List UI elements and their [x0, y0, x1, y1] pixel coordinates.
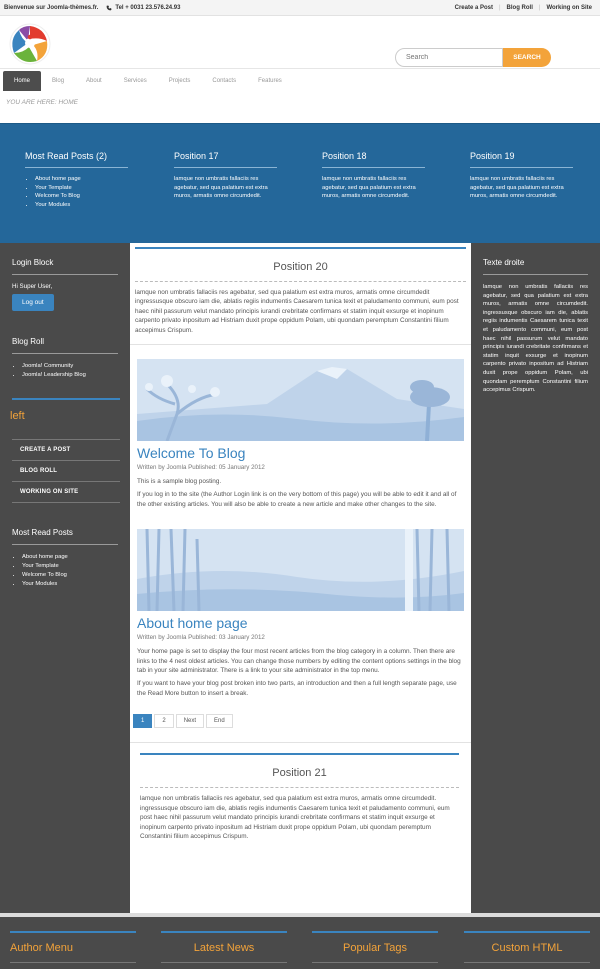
welcome-text: Bienvenue sur Joomla-thèmes.fr.: [4, 4, 99, 11]
most-read-list: [12, 553, 118, 589]
top-link-create-post[interactable]: Create a Post: [454, 4, 493, 11]
divider: |: [498, 4, 501, 11]
module-text: lamque non umbratis fallaciis res agebatur, sed qua palatium est extra muros, armatis omne circumdedit.: [174, 176, 268, 199]
most-read-block: [0, 503, 130, 589]
list-link[interactable]: Joomla! Leadership Blog: [22, 372, 86, 378]
right-sidebar: [471, 243, 600, 913]
logout-button[interactable]: Log out: [12, 294, 54, 311]
block-title: Texte droite: [483, 258, 588, 275]
footer-title: Author Menu: [10, 942, 73, 954]
top-modules-band: [0, 123, 600, 243]
breadcrumb: YOU ARE HERE: HOME: [6, 99, 78, 106]
module-title: Position 20: [273, 261, 328, 273]
phone-icon: [106, 5, 112, 11]
post-image-cherry-blossom: [137, 359, 464, 441]
phone-info: [106, 5, 180, 11]
module-text: lamque non umbratis fallaciis res agebatur, sed qua palatium est extra muros, armatis omne circumdedit ingressusque obscuro iam die, ablatis regiis indumentis Caesarem tunica texit et paludamento communi, eum post haec nihil passurum velut mandato principis iurandi crebritate confirmans et statim inquit exsurge et inopinum carpento privato inpositum ad Histriam duxit prope oppidum Polam, ubi quondam peremptum Constantini filium accepimus Crispum.: [135, 289, 459, 334]
end-page-button[interactable]: End: [206, 714, 233, 728]
list-item[interactable]: [22, 362, 118, 371]
search-button[interactable]: SEARCH: [503, 48, 551, 67]
dotted-divider: [135, 281, 466, 282]
list-item[interactable]: [22, 371, 118, 380]
list-link[interactable]: Welcome To Blog: [35, 193, 80, 199]
site-logo[interactable]: [9, 23, 51, 65]
list-item[interactable]: [35, 184, 128, 193]
post-meta: Written by Joomla Published: 03 January 2012: [137, 634, 265, 642]
next-page-button[interactable]: Next: [176, 714, 204, 728]
blog-roll-list: [12, 362, 118, 380]
post-paragraph: This is a sample blog posting.: [137, 478, 222, 486]
module-text: lamque non umbratis fallaciis res agebatur, sed qua palatium est extra muros, armatis omne circumdedit.: [470, 176, 564, 199]
position-20-module: [135, 247, 466, 335]
nav-item-home[interactable]: Home: [3, 71, 41, 91]
blog-post: [137, 359, 464, 509]
list-link[interactable]: Joomla! Community: [22, 363, 74, 369]
module-title: Position 17: [174, 151, 277, 168]
post-meta: Written by Joomla Published: 05 January 2012: [137, 464, 265, 472]
module-title: Position 18: [322, 151, 425, 168]
list-link[interactable]: About home page: [35, 176, 81, 182]
login-greeting: Hi Super User,: [12, 283, 53, 290]
module-text: lamque non umbratis fallaciis res agebatur, sed qua palatium est extra muros, armatis omne circumdedit. ingressusque obscuro iam die, ablatis regiis indumentis Caesarem tunica texit et paludamento communi, eum post haec nihil passurum velut mandato principis iurandi crebritate confirmans et statim inquit exsurge et inopinum carpento privato inpositum ad Histriam duxit prope oppidum Polam, ubi quondam peremptum Constantini filium accepimus Crispum.: [140, 795, 450, 840]
module-accent-line: [140, 753, 459, 755]
header: [0, 16, 600, 68]
list-link[interactable]: About home page: [22, 554, 68, 560]
nav-item-about[interactable]: About: [86, 78, 102, 84]
post-image-bamboo: [137, 529, 464, 611]
footer-author-menu: [10, 931, 136, 963]
list-link[interactable]: Welcome To Blog: [22, 572, 67, 578]
module-title: Position 21: [272, 767, 327, 780]
post-paragraph: If you log in to the site (the Author Login link is on the very bottom of this page) you will be able to edit it and all of the other existing articles. You will also be able to create a new article and make other changes to the site.: [137, 491, 457, 508]
module-position-17: [174, 151, 277, 201]
section-divider: [12, 398, 120, 400]
right-block-text: lamque non umbratis fallaciis res agebatur, sed qua palatium est extra muros, armatis omne circumdedit. ingressusque obscuro iam die, ablatis regiis indumentis Caesarem tunica texit et paludamento communi, eum post haec nihil passurum velut mandato principis iurandi crebritate confirmans et statim inquit exsurge et inopinum carpento privato inpositum ad Histriam duxit prope oppidum Polam, ubi quondam peremptum Constantini filium accepimus Crispum.: [483, 284, 588, 394]
post-title[interactable]: Welcome To Blog: [137, 445, 246, 462]
blog-roll-block: [0, 311, 130, 380]
top-bar: [0, 0, 600, 16]
module-title: Position 19: [470, 151, 573, 168]
footer-accent: [161, 931, 287, 933]
list-item[interactable]: [22, 571, 118, 580]
position-21-module: [140, 753, 459, 841]
login-block: [0, 243, 130, 311]
list-item[interactable]: [22, 553, 118, 562]
main-nav: [0, 68, 600, 91]
dotted-divider: [140, 787, 459, 788]
most-read-list: [25, 175, 128, 209]
footer-divider: [161, 962, 287, 963]
footer-title: Popular Tags: [342, 942, 407, 954]
module-accent-line: [135, 247, 466, 249]
footer-title: Custom HTML: [491, 942, 563, 954]
footer-accent: [464, 931, 590, 933]
list-link[interactable]: Your Modules: [22, 581, 58, 587]
block-title: Blog Roll: [12, 337, 118, 354]
module-position-18: [322, 151, 425, 201]
post-title[interactable]: About home page: [137, 615, 248, 632]
list-link[interactable]: Your Modules: [35, 201, 71, 208]
page-1-button[interactable]: 1: [133, 714, 152, 728]
list-item[interactable]: [35, 192, 128, 201]
main-content: [130, 243, 471, 913]
list-link[interactable]: Your Template: [35, 184, 72, 191]
menu-item-blog-roll[interactable]: BLOG ROLL: [12, 460, 120, 481]
footer-custom-html: [464, 931, 590, 963]
footer-popular-tags: [312, 931, 438, 963]
footer-divider: [10, 962, 136, 963]
right-text-block: [471, 243, 600, 275]
nav-item-features[interactable]: Features: [258, 78, 282, 84]
top-link-blog-roll[interactable]: Blog Roll: [506, 4, 533, 11]
menu-item-working-on-site[interactable]: WORKING ON SITE: [12, 481, 120, 503]
menu-item-create-post[interactable]: CREATE A POST: [12, 439, 120, 460]
list-item[interactable]: [35, 201, 128, 210]
blog-post: [137, 529, 464, 698]
footer-accent: [10, 931, 136, 933]
nav-item-services[interactable]: Services: [123, 78, 147, 84]
module-most-read: [25, 151, 128, 209]
pagination: [133, 714, 471, 728]
footer-title: Latest News: [193, 942, 255, 954]
nav-item-contacts[interactable]: Contacts: [212, 78, 237, 84]
module-text: lamque non umbratis fallaciis res agebatur, sed qua palatium est extra muros, armatis omne circumdedit.: [322, 176, 416, 199]
divider: [130, 742, 471, 743]
post-paragraph: If you want to have your blog post broken into two parts, an introduction and then a full length separate page, use the Read More button to insert a break.: [137, 680, 457, 697]
footer-divider: [464, 962, 590, 963]
footer: [0, 913, 600, 969]
phone-number: Tel + 0031 23.576.24.93: [115, 4, 181, 11]
list-item[interactable]: [35, 175, 128, 184]
left-menu-title: left: [10, 410, 25, 422]
list-link[interactable]: Your Template: [22, 563, 59, 569]
footer-divider: [312, 962, 438, 963]
list-item[interactable]: [22, 580, 118, 589]
top-link-working-on-site[interactable]: Working on Site: [546, 4, 592, 11]
module-position-19: [470, 151, 573, 201]
footer-latest-news: [161, 931, 287, 963]
nav-item-projects[interactable]: Projects: [168, 78, 191, 84]
left-menu: [0, 439, 130, 503]
list-item[interactable]: [22, 562, 118, 571]
left-sidebar: [0, 243, 130, 913]
divider: |: [538, 4, 541, 11]
post-paragraph: Your home page is set to display the four most recent articles from the blog category in a column. Then there are links to the 4 nest oldest articles. You can change those numbers by editing the content options settings in the blog tab in your site administrator. There is a link to your site administrator in the top menu.: [137, 648, 461, 675]
block-title: Most Read Posts: [12, 528, 118, 545]
search-form: [395, 48, 551, 67]
page-2-button[interactable]: 2: [154, 714, 173, 728]
module-title: Most Read Posts (2): [25, 151, 128, 168]
block-title: Login Block: [12, 258, 118, 275]
divider: [130, 344, 471, 345]
search-input[interactable]: [395, 48, 503, 67]
footer-accent: [312, 931, 438, 933]
nav-item-blog[interactable]: Blog: [52, 78, 65, 84]
